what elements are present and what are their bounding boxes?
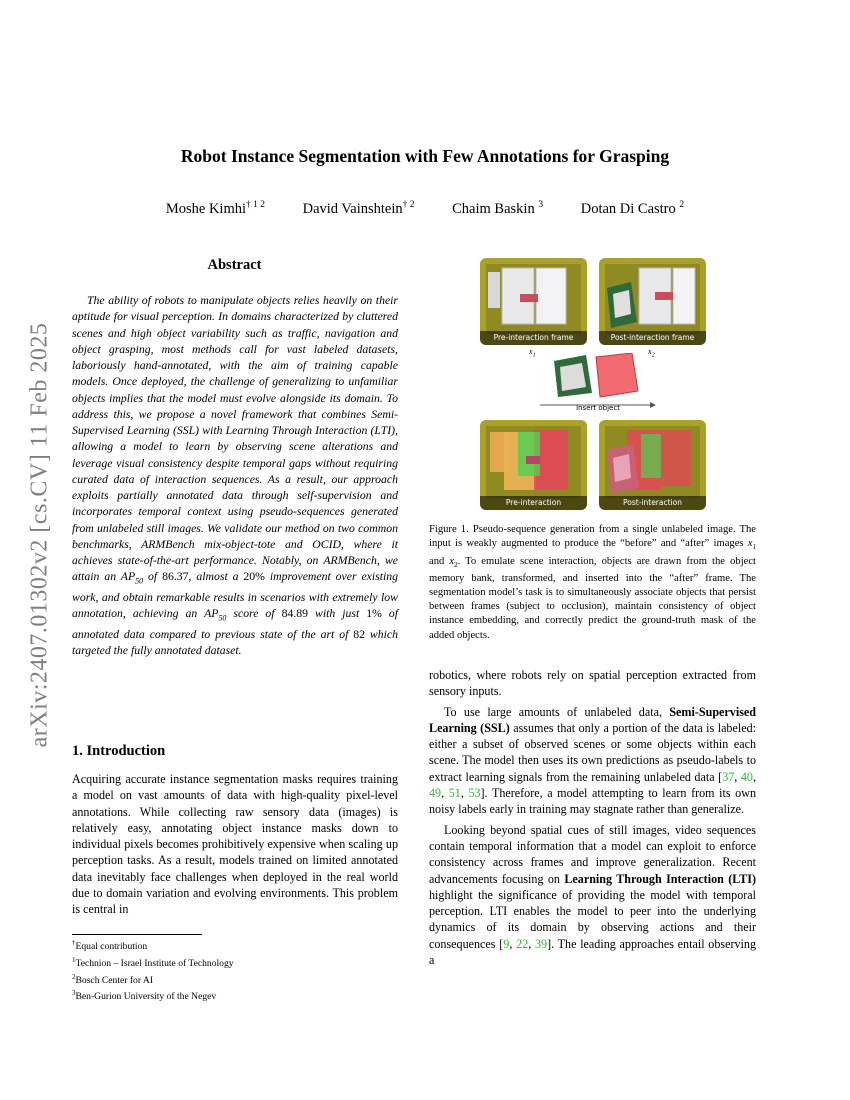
abstract-heading: Abstract — [207, 257, 262, 273]
abstract-body: The ability of robots to manipulate objects relies heavily on their aptitude for visual perception. In domains characterized by cluttered scenes and high object variability such as traffic, navigation and object grasping, most methods call for vast labeled datasets, laboriously hand-annotated, with the aim of training capable models. Once deployed, the challenge of generalizing to unfamiliar objects implies that the model must evolve alongside its domain. To address this, we propose a novel framework that combines Semi-Supervised Learning (SSL) with Learning Through Interaction (LTI), allowing a model to learn by observing scene alterations and leverage visual consistency despite temporal gaps without requiring curated data of interaction sequences. As a result, our approach exploits partially annotated data through self-supervision and incorporates temporal context using pseudo-sequences generated from unlabeled still images. We validate our method on two common benchmarks, ARMBench mix-object-tote and OCID, where it achieves state-of-the-art performance. Notably, on ARMBench, we attain an $AP_{50}$ of 86.37, almost a 20% improvement over existing work, and obtain remarkable results in scenarios with extremely low annotation, achieving an $AP_{50}$ score of 84.89 with just 1% of annotated data compared to previous state of the art of 82 which targeted the fully annotated dataset. — [72, 294, 399, 657]
author: Dotan Di Castro $^2$ — [580, 200, 685, 217]
citation-link[interactable]: 9 — [503, 936, 510, 951]
citation-link[interactable]: 22 — [516, 936, 529, 951]
figure-1-caption: Figure 1. Pseudo-sequence generation from a single unlabeled image. The input is weakly augmented to produce the “before” and “after” images $x_1$ and $x_2$. To emulate scene interaction, objects are drawn from the object memory bank, transformed, and inserted into the “after” frame. The segmentation model’s task is to simultaneously associate objects that persist between frames (subject to occlusion), maintain consistency of object instance embedding, and correctly predict the ground-truth mask of the added objects. — [429, 524, 756, 641]
author-list — [0, 200, 850, 218]
author: Chaim Baskin $^3$ — [452, 200, 544, 217]
post-interaction-mask-image — [599, 420, 706, 510]
author: David Vainshtein$^{\dagger 2}$ — [302, 200, 415, 217]
insert-object-label: Insert object — [576, 404, 620, 412]
pre-mask-label: Pre-interaction — [480, 496, 587, 510]
paragraph: robotics, where robots rely on spatial perception extracted from sensory inputs. — [429, 668, 756, 699]
figure-1 — [476, 255, 710, 517]
post-mask-label: Post-interaction — [599, 496, 706, 510]
footnote-divider — [72, 934, 202, 935]
citation-link[interactable]: 49 — [429, 786, 442, 801]
footnote: $^3$Ben-Gurion University of the Negev — [72, 989, 217, 1003]
arxiv-id: arXiv:2407.01302v2 [cs.CV] 11 Feb 2025 — [26, 322, 53, 748]
x2-label: $x_2$ — [648, 347, 655, 359]
pre-interaction-mask-image — [480, 420, 587, 510]
citation-link[interactable]: 39 — [534, 936, 548, 951]
pre-interaction-frame-image — [480, 258, 587, 345]
post-frame-label: Post-interaction frame — [599, 331, 706, 345]
paragraph: To use large amounts of unlabeled data, Semi-Supervised Learning (SSL) assumes that only a portion of the data is labeled: either a subset of observed scenes or some objects within each scene. The model then uses its own predictions as pseudo-labels to extract learning signals from the remaining unlabeled data [37, 40, 49, 51, 53]. Therefore, a model attempting to learn from its own noisy labels early in training may stagnate rather than generalize. — [429, 704, 757, 817]
paragraph: Looking beyond spatial cues of still images, video sequences contain temporal information that a model can exploit to enforce consistency across frames and improve generalization. Recent advancements focusing on Learning Through Interaction (LTI) highlight the significance of providing the model with temporal perception. LTI enables the model to peer into the underlying dynamics of its domain by observing actions and their consequences [9, 22, 39]. The leading approaches entail observing a — [429, 822, 756, 968]
right-column-body — [429, 667, 756, 968]
citation-link[interactable]: 37 — [722, 769, 735, 784]
introduction-body — [72, 771, 398, 918]
paper-title: Robot Instance Segmentation with Few Annotations for Grasping — [180, 146, 670, 166]
term-lti: Learning Through Interaction (LTI) — [564, 871, 756, 886]
paragraph: Acquiring accurate instance segmentation masks requires training a model on vast amounts of data with high-quality pixel-level annotations. While collecting raw sensory data (images) is relatively easy, annotating object instance masks down to individual pixels becomes prohibitively expensive when scaling up perception tasks. As a result, models trained on limited annotated data inevitably face challenges when deployed in the real world due to domain variation and evolving environments. This problem is central in — [72, 772, 398, 917]
footnote: $^1$Technion – Israel Institute of Technology — [72, 955, 234, 969]
section-heading-introduction: 1. Introduction — [72, 743, 166, 759]
term-ssl: Semi-Supervised Learning (SSL) — [429, 704, 756, 735]
footnote: $^2$Bosch Center for AI — [72, 972, 154, 986]
author: Moshe Kimhi$^{\dagger 1 2}$ — [165, 200, 265, 217]
citation-link[interactable]: 53 — [468, 786, 481, 801]
arxiv-stamp — [20, 290, 60, 780]
inserted-object-and-mask — [552, 353, 642, 399]
post-interaction-frame-image — [599, 258, 706, 345]
citation-link[interactable]: 40 — [740, 769, 753, 784]
footnotes — [72, 937, 398, 1004]
citation-link[interactable]: 51 — [448, 786, 461, 801]
x1-label: $x_1$ — [529, 347, 536, 359]
footnote: †Equal contribution — [72, 939, 148, 953]
pre-frame-label: Pre-interaction frame — [480, 331, 587, 345]
